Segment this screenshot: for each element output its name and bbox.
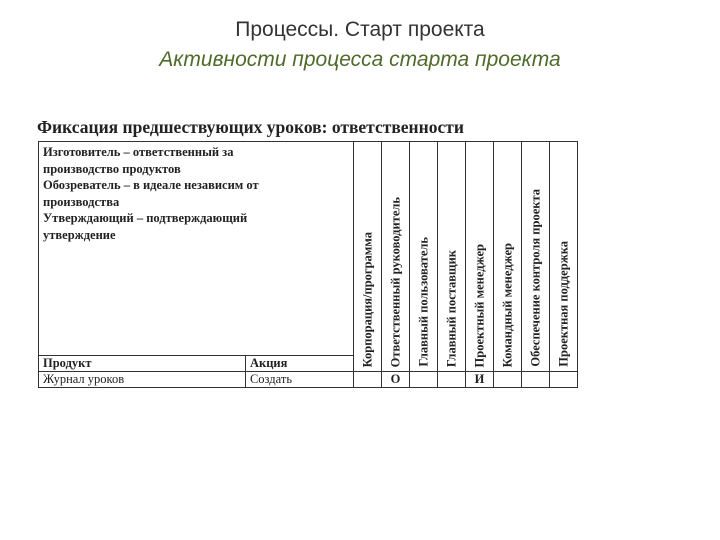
- role-label: Корпорация/программа: [360, 231, 374, 367]
- role-label: Обеспечение контроля проекта: [528, 189, 542, 367]
- responsibility-table: [38, 141, 578, 388]
- role-label: Главный пользователь: [416, 237, 430, 367]
- role-header-executive: [382, 142, 410, 372]
- legend-line: Обозреватель – в идеале независим от: [43, 178, 259, 192]
- slide-subtitle: Активности процесса старта проекта: [159, 48, 561, 71]
- role-label: Ответственный руководитель: [388, 196, 402, 367]
- code-cell: О: [382, 372, 410, 388]
- role-header-team-manager: [494, 142, 522, 372]
- table-row: [39, 372, 578, 388]
- code-cell: [550, 372, 578, 388]
- product-cell: Журнал уроков: [39, 372, 246, 388]
- role-header-project-assurance: [522, 142, 550, 372]
- role-header-senior-supplier: [438, 142, 466, 372]
- role-header-project-support: [550, 142, 578, 372]
- product-header: Продукт: [39, 356, 246, 372]
- legend-line: утверждение: [43, 227, 116, 242]
- slide-title: Процессы. Старт проекта: [235, 18, 485, 41]
- legend-line: Утверждающий – подтверждающий: [43, 211, 248, 225]
- code-cell: [354, 372, 382, 388]
- code-cell: [438, 372, 466, 388]
- role-label: Проектный менеджер: [472, 243, 486, 367]
- action-cell: Создать: [245, 372, 353, 388]
- role-header-project-manager: [466, 142, 494, 372]
- role-header-corporation: [354, 142, 382, 372]
- code-cell: [410, 372, 438, 388]
- legend-line: Изготовитель – ответственный за: [43, 145, 234, 159]
- role-label: Командный менеджер: [500, 242, 514, 367]
- code-cell: И: [466, 372, 494, 388]
- code-cell: [522, 372, 550, 388]
- code-cell: [494, 372, 522, 388]
- role-label: Главный поставщик: [444, 249, 458, 367]
- legend-cell: [39, 142, 354, 356]
- legend-line: производства: [43, 194, 120, 209]
- legend-line: производство продуктов: [43, 161, 181, 176]
- action-header: Акция: [245, 356, 353, 372]
- role-label: Проектная поддержка: [556, 241, 570, 367]
- table-header-row: [39, 142, 578, 356]
- role-header-senior-user: [410, 142, 438, 372]
- table-caption: Фиксация предшествующих уроков: ответственности: [37, 117, 464, 137]
